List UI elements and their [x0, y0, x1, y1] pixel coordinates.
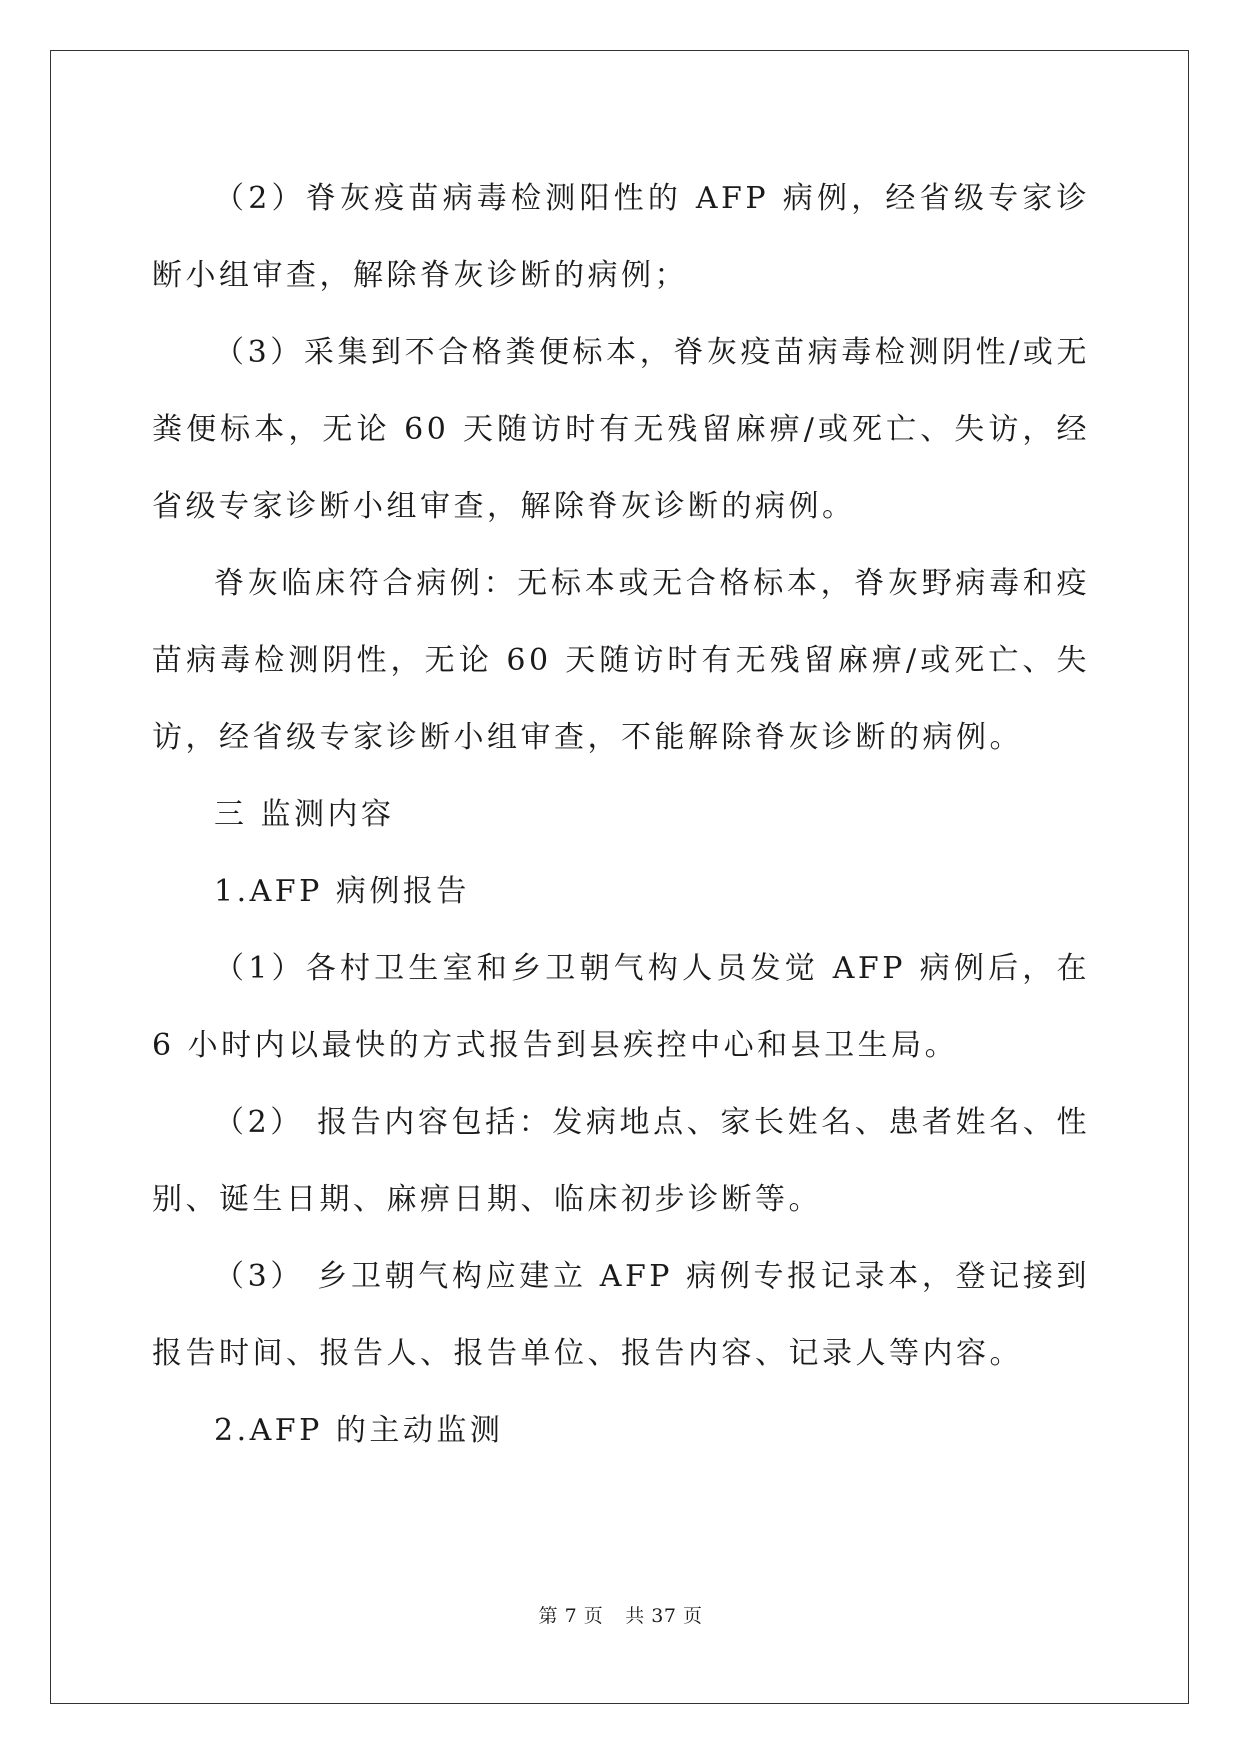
paragraph-3-unqualified-specimen: （3）采集到不合格粪便标本，脊灰疫苗病毒检测阴性/或无粪便标本，无论 60 天随访时有无残留麻痹/或死亡、失访，经省级专家诊断小组审查，解除脊灰诊断的病例。 — [152, 335, 1090, 524]
page-number-current: 第 7 页 — [538, 1605, 604, 1627]
page-number-total: 共 37 页 — [625, 1605, 703, 1627]
subheading-afp-case-report: 1.AFP 病例报告 — [214, 874, 470, 909]
paragraph-report-3: （3） 乡卫朝气构应建立 AFP 病例专报记录本，登记接到报告时间、报告人、报告单位、报告内容、记录人等内容。 — [152, 1259, 1090, 1371]
subheading-active-monitoring: 2.AFP 的主动监测 — [214, 1413, 504, 1448]
paragraph-report-2: （2） 报告内容包括：发病地点、家长姓名、患者姓名、性别、诞生日期、麻痹日期、临床初步诊断等。 — [152, 1105, 1090, 1217]
section-heading-monitoring-content: 三 监测内容 — [214, 797, 395, 832]
document-body — [152, 160, 1090, 1469]
paragraph-2-vaccine-positive: （2）脊灰疫苗病毒检测阳性的 AFP 病例，经省级专家诊断小组审查，解除脊灰诊断的病例； — [152, 181, 1090, 293]
paragraph-report-1: （1）各村卫生室和乡卫朝气构人员发觉 AFP 病例后，在 6 小时内以最快的方式报告到县疾控中心和县卫生局。 — [152, 951, 1090, 1063]
page-footer — [0, 1601, 1241, 1628]
paragraph-clinical-compatible: 脊灰临床符合病例：无标本或无合格标本，脊灰野病毒和疫苗病毒检测阴性，无论 60 天随访时有无残留麻痹/或死亡、失访，经省级专家诊断小组审查，不能解除脊灰诊断的病例。 — [152, 566, 1090, 755]
